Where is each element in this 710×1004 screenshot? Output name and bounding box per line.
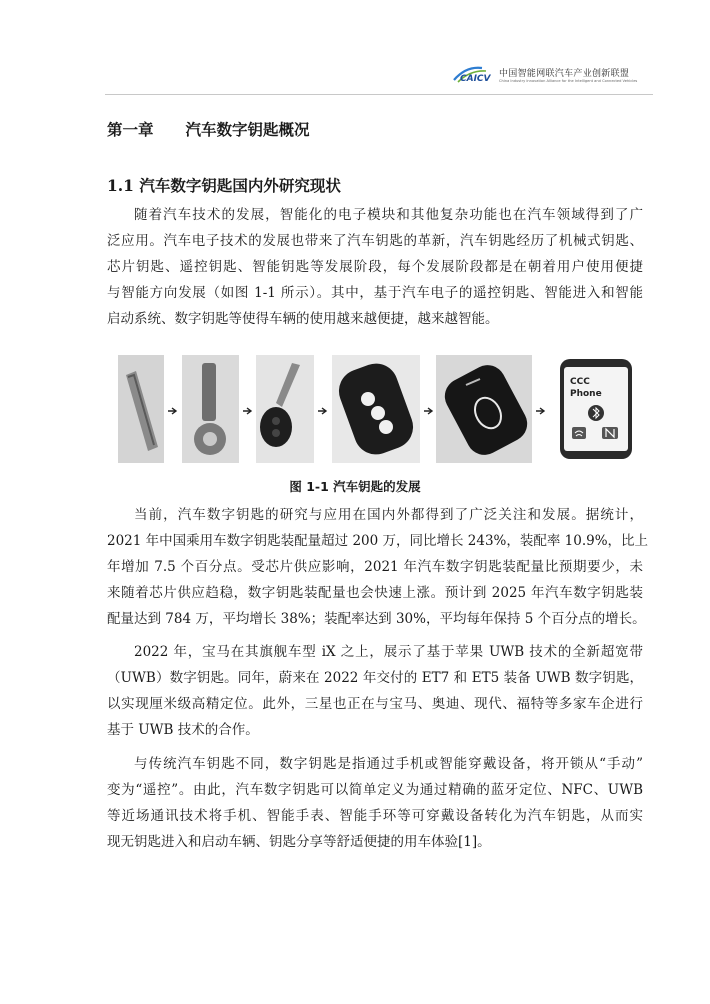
uwb-signal-icon: [572, 427, 586, 439]
paragraph-line: 现无钥匙进入和启动车辆、钥匙分享等舒适便捷的用车体验[1]。: [107, 834, 491, 850]
paragraph-1: [107, 202, 643, 332]
section-heading: 1.1 汽车数字钥匙国内外研究现状: [107, 176, 341, 195]
paragraph-line: 与智能方向发展（如图 1-1 所示）。其中，基于汽车电子的遥控钥匙、智能进入和智能: [107, 285, 643, 301]
paragraph-3: [107, 639, 643, 743]
header-divider: [105, 94, 653, 95]
logo-mark-text: CAICV: [460, 74, 491, 84]
arrow-right-icon: [168, 407, 178, 415]
phone-label-ccc: CCC: [570, 377, 590, 387]
paragraph-line: 随着汽车技术的发展，智能化的电子模块和其他复杂功能也在汽车领域得到了广: [134, 207, 643, 223]
nfc-icon: [602, 427, 618, 439]
digital-key-phone-image: [550, 355, 646, 463]
paragraph-line: 2021 年中国乘用车数字钥匙装配量超过 200 万，同比增长 243%，装配率 10.9%，比上: [107, 533, 649, 549]
org-name-en: China Industry Innovation Alliance for the Intelligent and Connected Vehicles: [499, 79, 638, 83]
bluetooth-icon: [588, 405, 604, 421]
arrow-right-icon: [243, 407, 253, 415]
paragraph-line: （UWB）数字钥匙。同年，蔚来在 2022 年交付的 ET7 和 ET5 装备 UWB 数字钥匙，: [107, 670, 643, 686]
smart-key-image: [332, 355, 420, 463]
figure-caption: 图 1-1 汽车钥匙的发展: [289, 479, 421, 494]
phone-label-phone: Phone: [570, 389, 602, 399]
arrow-right-icon: [424, 407, 434, 415]
mechanical-key-image: [118, 355, 164, 463]
remote-key-image: [256, 355, 314, 463]
paragraph-2: [107, 502, 649, 632]
org-name-cn: 中国智能网联汽车产业创新联盟: [499, 69, 630, 79]
paragraph-line: 泛应用。汽车电子技术的发展也带来了汽车钥匙的革新，汽车钥匙经历了机械式钥匙、: [107, 233, 643, 249]
paragraph-line: 当前，汽车数字钥匙的研究与应用在国内外都得到了广泛关注和发展。据统计，: [134, 507, 643, 523]
paragraph-line: 与传统汽车钥匙不同，数字钥匙是指通过手机或智能穿戴设备，将开锁从“手动”: [134, 756, 643, 772]
paragraph-line: 年增加 7.5 个百分点。受芯片供应影响，2021 年汽车数字钥匙装配量比预期要少，未: [107, 559, 643, 575]
chapter-number: 第一章: [107, 120, 154, 139]
figure-key-evolution: [118, 355, 646, 463]
paragraph-line: 芯片钥匙、遥控钥匙、智能钥匙等发展阶段，每个发展阶段都是在朝着用户使用便捷: [107, 259, 643, 275]
paragraph-line: 2022 年，宝马在其旗舰车型 iX 之上，展示了基于苹果 UWB 技术的全新超宽带: [134, 644, 643, 660]
advanced-smart-key-image: [436, 355, 532, 463]
paragraph-line: 配量达到 784 万，平均增长 38%；装配率达到 30%，平均每年保持 5 个百分点的增长。: [107, 611, 646, 627]
paragraph-line: 等近场通讯技术将手机、智能手表、智能手环等可穿戴设备转化为汽车钥匙，从而实: [107, 808, 643, 824]
paragraph-line: 以实现厘米级高精定位。此外，三星也正在与宝马、奥迪、现代、福特等多家车企进行: [107, 696, 643, 712]
header-logo: [452, 62, 652, 92]
paragraph-line: 启动系统、数字钥匙等使得车辆的使用越来越便捷，越来越智能。: [107, 311, 499, 327]
paragraph-line: 来随着芯片供应趋稳，数字钥匙装配量也会快速上涨。预计到 2025 年汽车数字钥匙装: [107, 585, 643, 601]
arrow-right-icon: [318, 407, 328, 415]
paragraph-line: 变为“遥控”。由此，汽车数字钥匙可以简单定义为通过精确的蓝牙定位、NFC、UWB: [107, 782, 643, 798]
paragraph-4: [107, 751, 643, 855]
arrow-right-icon: [536, 407, 546, 415]
chapter-name: 汽车数字钥匙概况: [185, 120, 310, 139]
paragraph-line: 基于 UWB 技术的合作。: [107, 722, 259, 738]
chip-key-image: [182, 355, 239, 463]
caicv-logo-icon: [452, 64, 498, 86]
chapter-heading: [107, 118, 310, 140]
